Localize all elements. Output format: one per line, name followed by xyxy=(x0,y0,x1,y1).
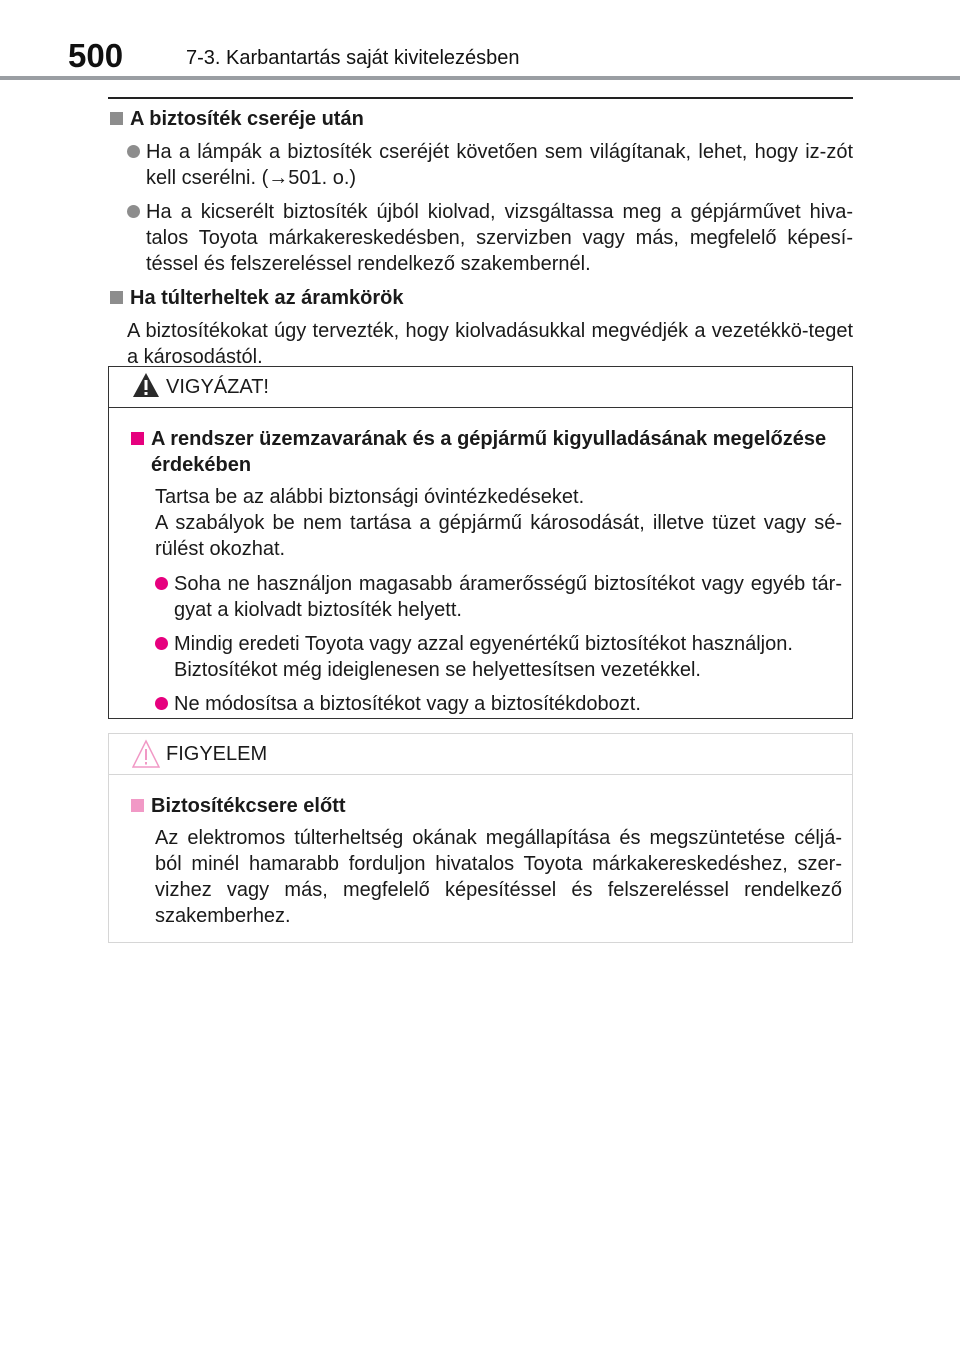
list-item: Ne módosítsa a biztosítékot vagy a biztosítékdobozt. xyxy=(131,691,842,717)
caution-box xyxy=(108,366,853,719)
round-bullet-icon xyxy=(127,205,140,218)
notice-text: Az elektromos túlterheltség okának megállapítása és megszüntetése céljá-ból minél hamarabb forduljon hivatalos Toyota márkakereskedéshez, szer-vizhez vagy más, megfelelő képesítéssel és felszereléssel rendelkező szakemberhez. xyxy=(155,827,842,927)
caution-title: VIGYÁZAT! xyxy=(166,376,269,398)
round-bullet-icon xyxy=(155,637,168,650)
caution-body xyxy=(109,408,852,717)
page-number: 500 xyxy=(68,37,124,74)
notice-box xyxy=(108,733,853,943)
warning-triangle-outline-icon xyxy=(132,739,160,769)
square-bullet-icon xyxy=(131,799,144,812)
page-header xyxy=(0,0,960,80)
square-bullet-icon xyxy=(131,432,144,445)
section-heading: Ha túlterheltek az áramkörök xyxy=(108,285,853,311)
round-bullet-icon xyxy=(155,577,168,590)
content-divider xyxy=(108,97,853,99)
square-bullet-icon xyxy=(110,112,123,125)
main-content xyxy=(108,106,853,378)
caution-line: Tartsa be az alábbi biztonsági óvintézkedéseket. xyxy=(155,486,585,508)
notice-box-header xyxy=(109,734,852,775)
caution-box-header xyxy=(109,367,852,408)
list-item: Ha a kicserélt biztosíték újból kiolvad, vizsgáltassa meg a gépjárművet hiva-talos Toyota márkakereskedésben, szervizben vagy más, megfelelő képesí-téssel és felszereléssel rendelkező szakembernél. xyxy=(108,199,853,277)
chapter-title: 7-3. Karbantartás saját kivitelezésben xyxy=(186,47,520,69)
caution-heading: A rendszer üzemzavarának és a gépjármű kigyulladásának megelőzése érdekében xyxy=(131,426,842,478)
round-bullet-icon xyxy=(127,145,140,158)
header-divider xyxy=(0,76,960,80)
notice-heading: Biztosítékcsere előtt xyxy=(131,793,842,819)
square-bullet-icon xyxy=(110,291,123,304)
round-bullet-icon xyxy=(155,697,168,710)
warning-triangle-filled-icon xyxy=(132,372,160,398)
list-item: Mindig eredeti Toyota vagy azzal egyenértékű biztosítékot használjon. Biztosítékot még ideiglenesen se helyettesítsen vezetékkel. xyxy=(131,631,842,683)
section-heading: A biztosíték cseréje után xyxy=(108,106,853,132)
list-item: Ha a lámpák a biztosíték cseréjét követően sem világítanak, lehet, hogy iz-zót kell cserélni. (→501. o.) xyxy=(108,139,853,191)
list-item: Soha ne használjon magasabb áramerősségű biztosítékot vagy egyéb tár-gyat a kiolvadt biztosíték helyett. xyxy=(131,571,842,623)
notice-title: FIGYELEM xyxy=(166,743,268,765)
caution-line: A szabályok be nem tartása a gépjármű károsodását, illetve tüzet vagy sé-rülést okozhat. xyxy=(155,512,842,560)
notice-body xyxy=(109,775,852,929)
paragraph: A biztosítékokat úgy tervezték, hogy kiolvadásukkal megvédjék a vezetékkö-teget a károsodástól. xyxy=(127,320,853,368)
